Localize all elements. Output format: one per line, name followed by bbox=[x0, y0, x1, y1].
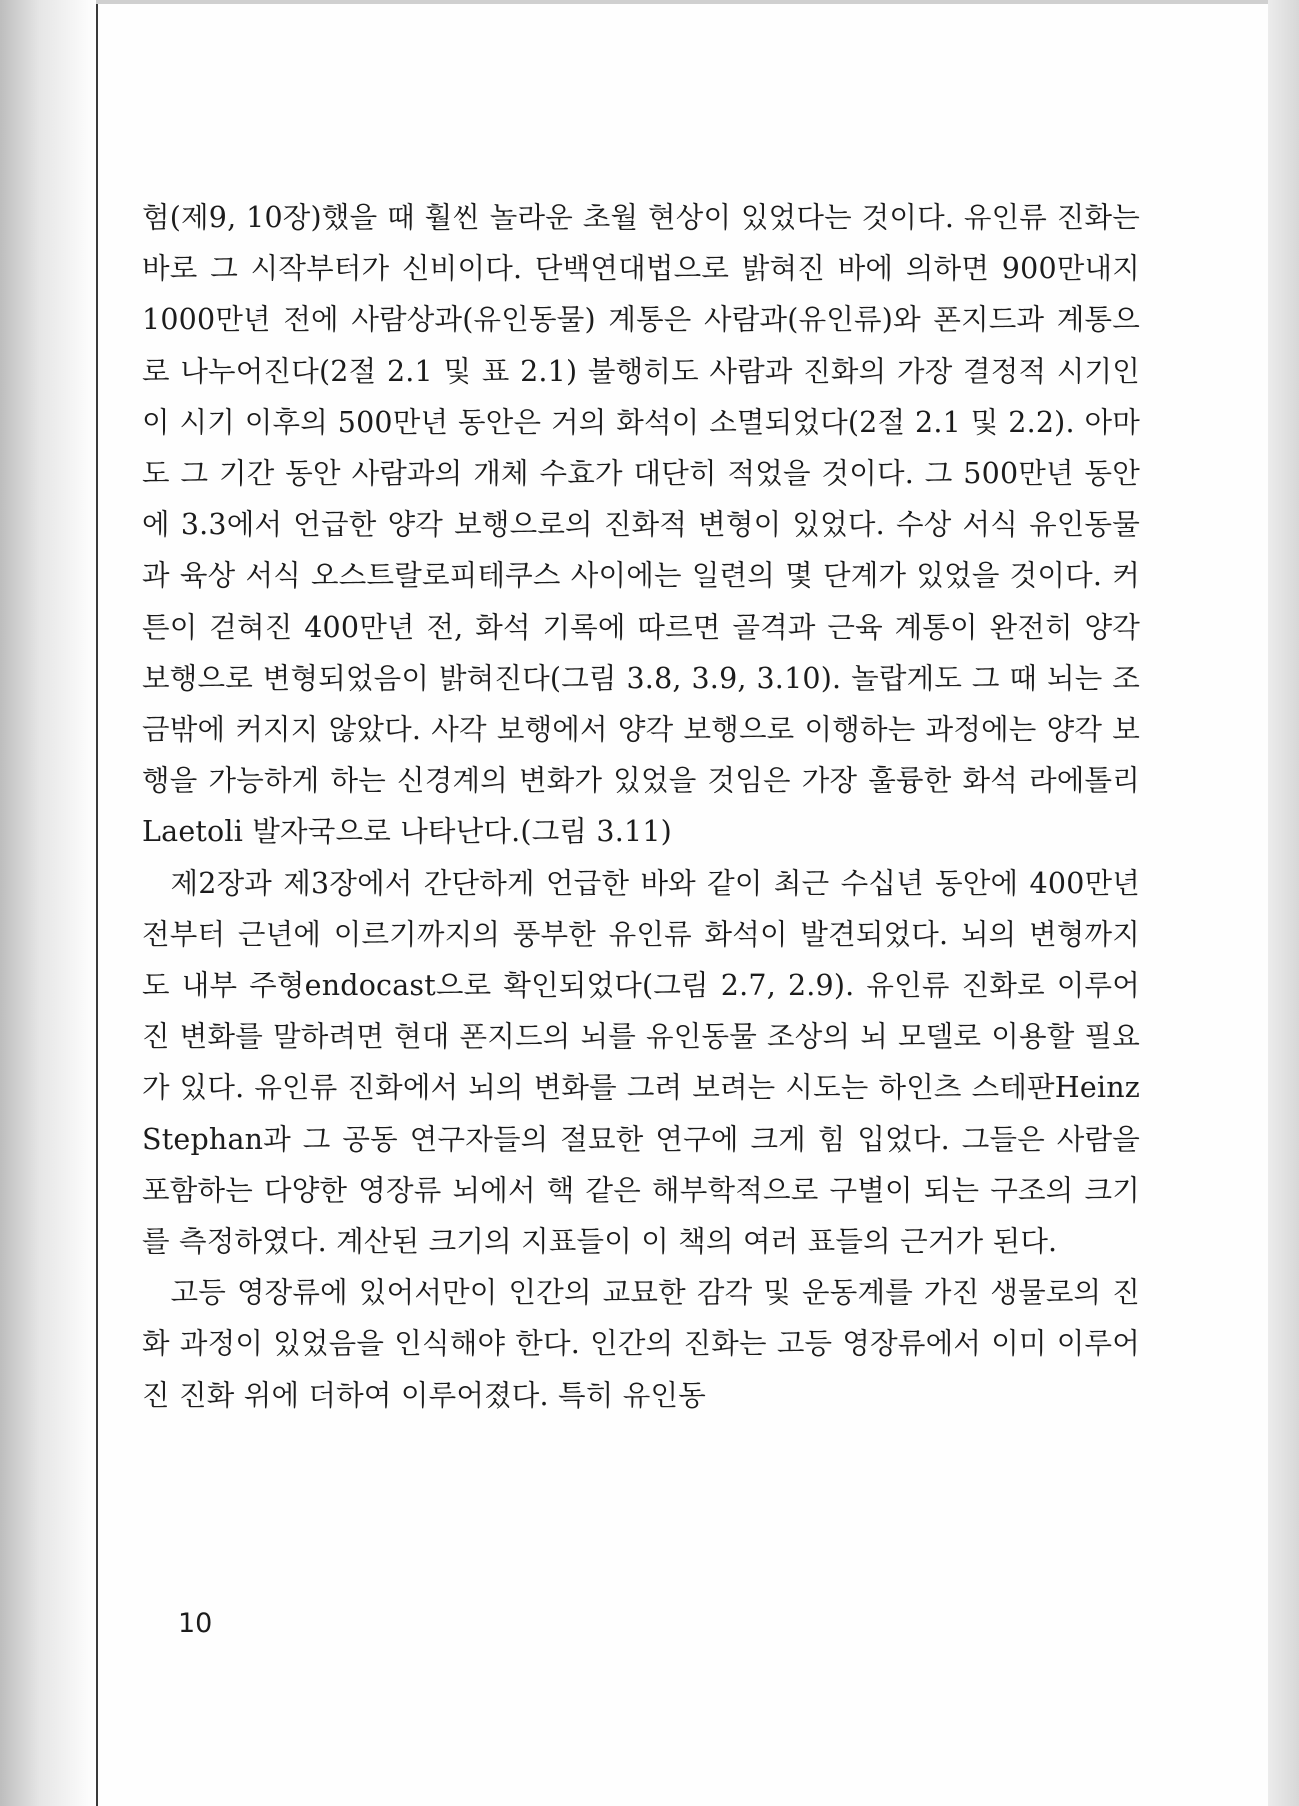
paragraph-1: 험(제9, 10장)했을 때 훨씬 놀라운 초월 현상이 있었다는 것이다. 유인류 진화는 바로 그 시작부터가 신비이다. 단백연대법으로 밝혀진 바에 의하면 900만내지 1000만년 전에 사람상과(유인동물) 계통은 사람과(유인류)와 폰지드과 계통으로 나누어진다(2절 2.1 및 표 2.1) 불행히도 사람과 진화의 가장 결정적 시기인 이 시기 이후의 500만년 동안은 거의 화석이 소멸되었다(2절 2.1 및 2.2). 아마도 그 기간 동안 사람과의 개체 수효가 대단히 적었을 것이다. 그 500만년 동안에 3.3에서 언급한 양각 보행으로의 진화적 변형이 있었다. 수상 서식 유인동물과 육상 서식 오스트랄로피테쿠스 사이에는 일련의 몇 단계가 있었을 것이다. 커튼이 걷혀진 400만년 전, 화석 기록에 따르면 골격과 근육 계통이 완전히 양각 보행으로 변형되었음이 밝혀진다(그림 3.8, 3.9, 3.10). 놀랍게도 그 때 뇌는 조금밖에 커지지 않았다. 사각 보행에서 양각 보행으로 이행하는 과정에는 양각 보행을 가능하게 하는 신경계의 변화가 있었을 것임은 가장 훌륭한 화석 라에톨리Laetoli 발자국으로 나타난다.(그림 3.11) bbox=[142, 201, 1140, 849]
paragraph-2: 제2장과 제3장에서 간단하게 언급한 바와 같이 최근 수십년 동안에 400만년 전부터 근년에 이르기까지의 풍부한 유인류 화석이 발견되었다. 뇌의 변형까지도 내부 주형endocast으로 확인되었다(그림 2.7, 2.9). 유인류 진화로 이루어진 변화를 말하려면 현대 폰지드의 뇌를 유인동물 조상의 뇌 모델로 이용할 필요가 있다. 유인류 진화에서 뇌의 변화를 그려 보려는 시도는 하인츠 스테판Heinz Stephan과 그 공동 연구자들의 절묘한 연구에 크게 힘 입었다. 그들은 사람을 포함하는 다양한 영장류 뇌에서 핵 같은 해부학적으로 구별이 되는 구조의 크기를 측정하였다. 계산된 크기의 지표들이 이 책의 여러 표들의 근거가 된다. bbox=[142, 866, 1140, 1259]
body-text bbox=[142, 192, 1140, 1421]
paragraph-3: 고등 영장류에 있어서만이 인간의 교묘한 감각 및 운동계를 가진 생물로의 진화 과정이 있었음을 인식해야 한다. 인간의 진화는 고등 영장류에서 이미 이루어진 진화 위에 더하여 이루어졌다. 특히 유인동 bbox=[142, 1276, 1140, 1412]
page-number: 10 bbox=[178, 1608, 213, 1639]
page-top-edge bbox=[96, 0, 1268, 4]
